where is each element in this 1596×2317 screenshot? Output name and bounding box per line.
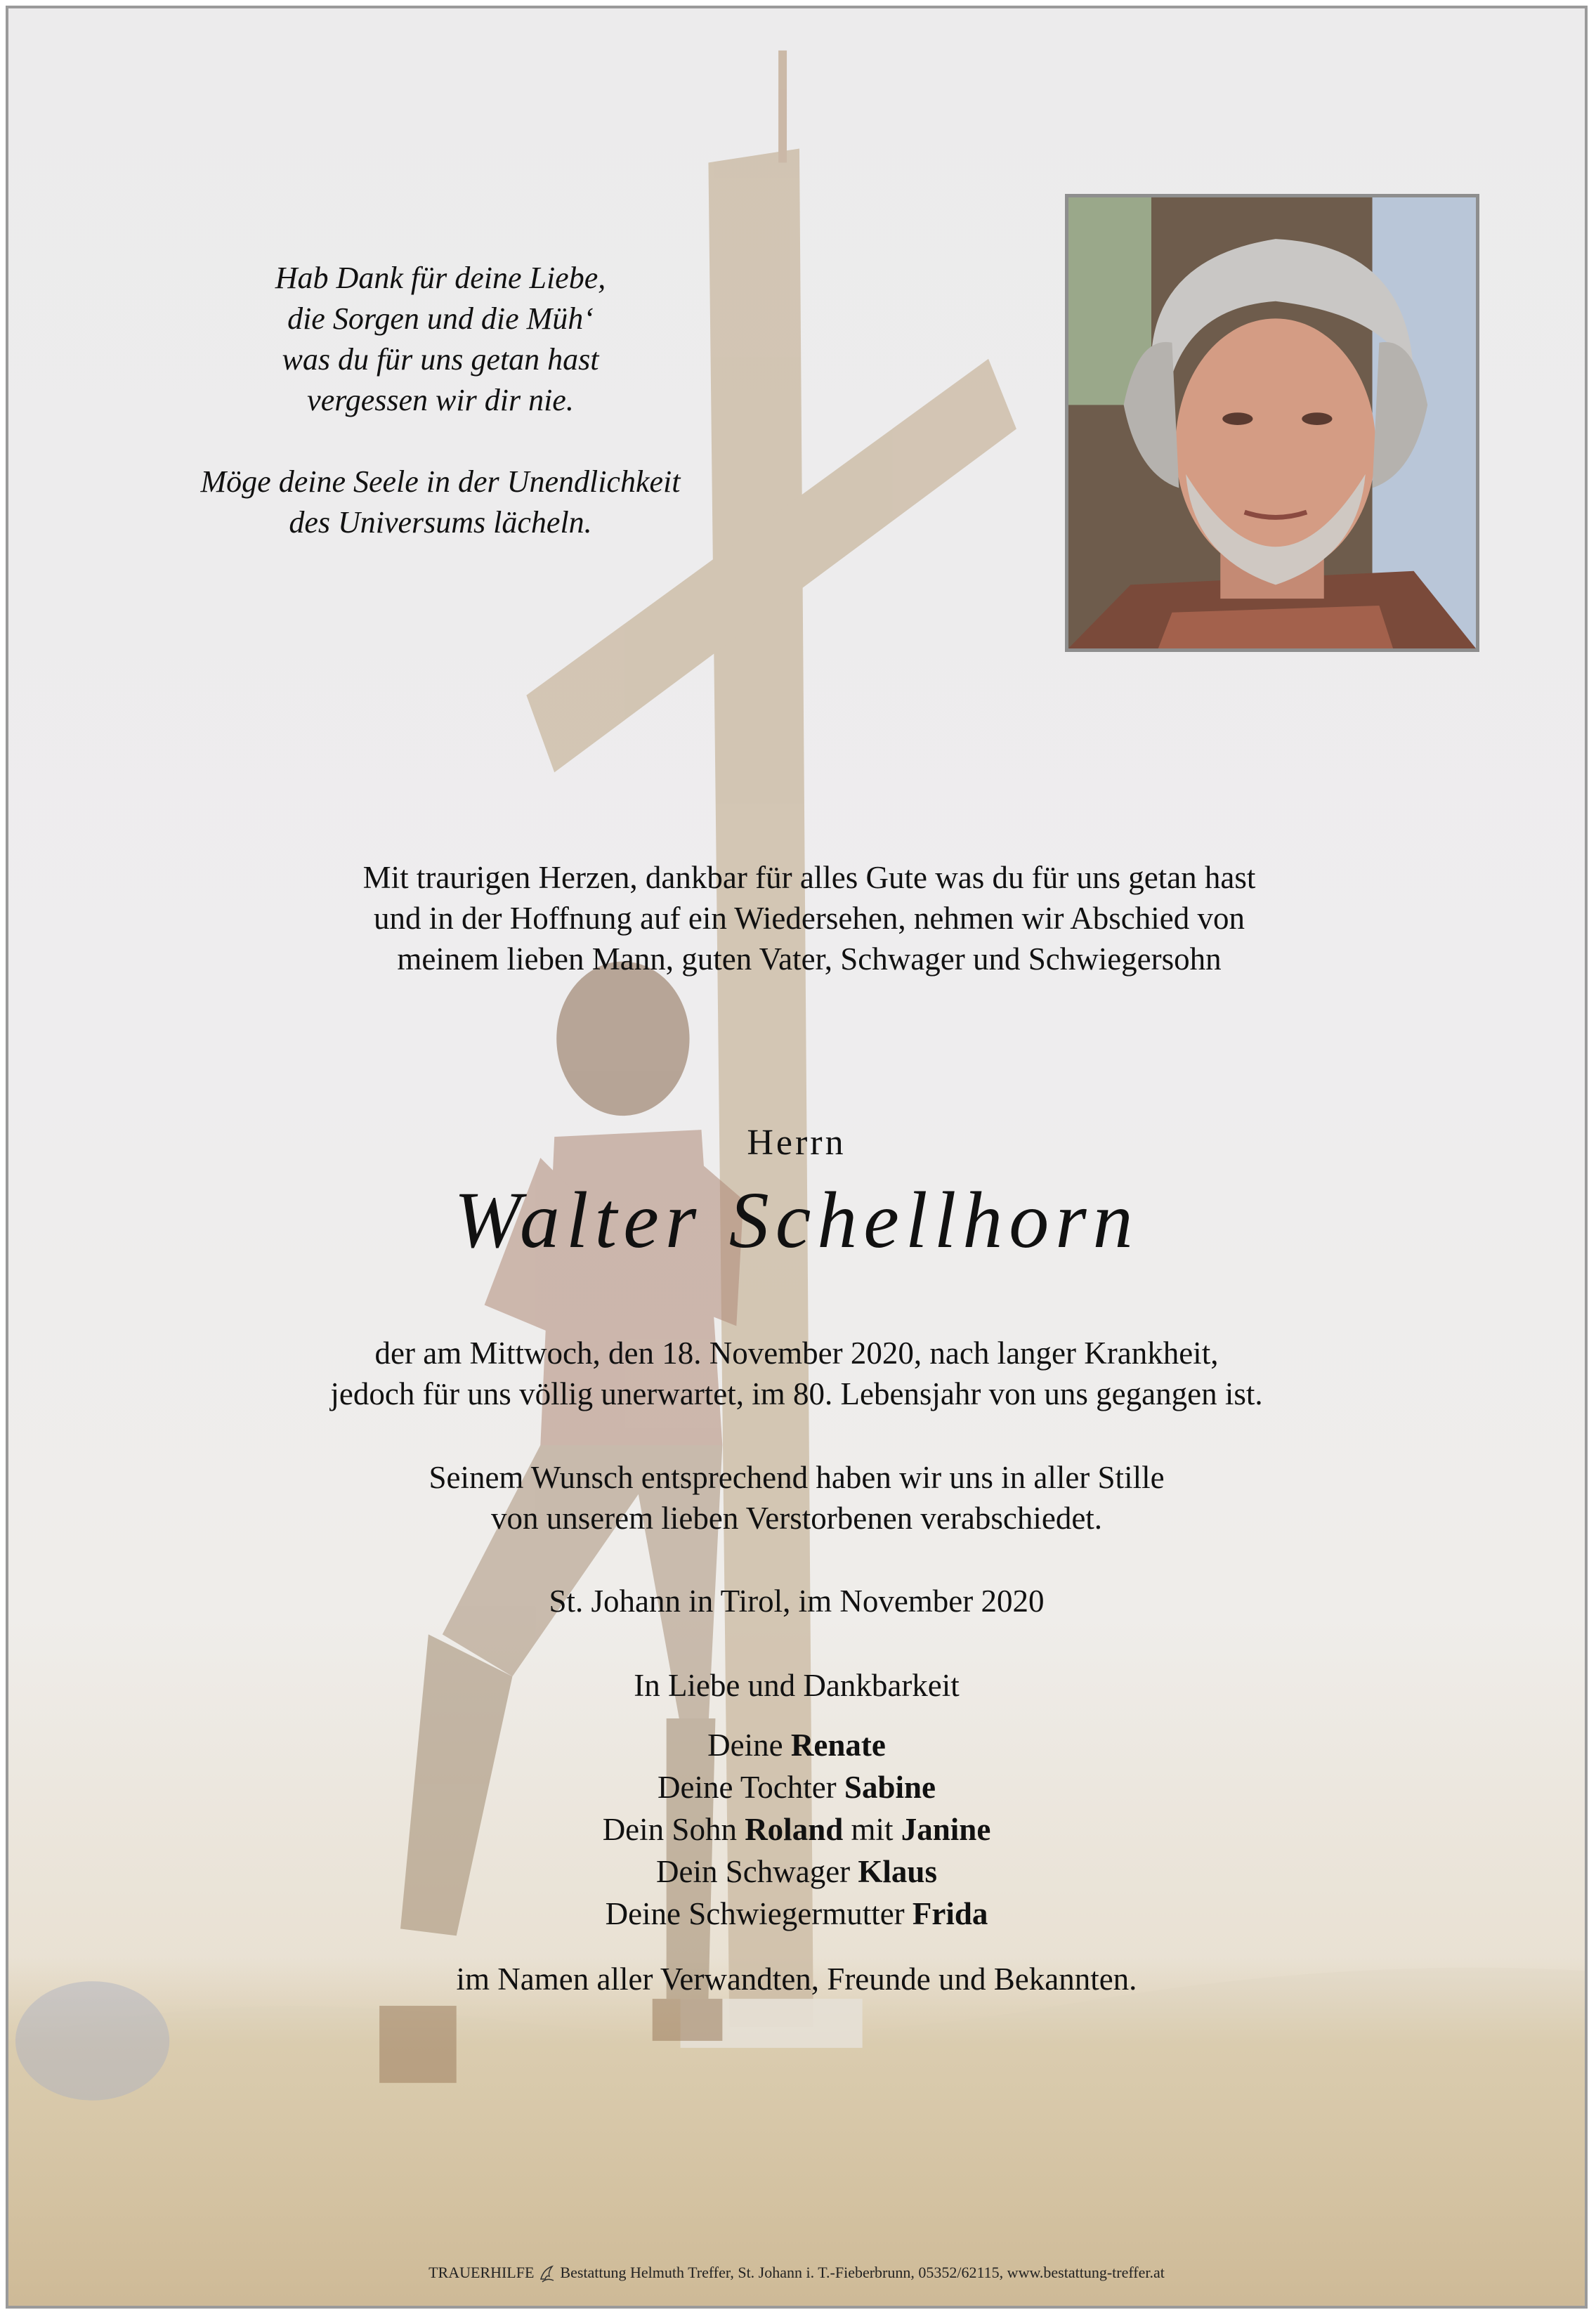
mourner-entry [8,1808,1585,1851]
footer-text: Bestattung Helmuth Treffer, St. Johann i. T.-Fieberbrunn, 05352/62115, www.bestattung-treffer.at [560,2264,1165,2281]
poem-line: die Sorgen und die Müh‘ [287,301,594,336]
death-line: jedoch für uns völlig unerwartet, im 80. Lebensjahr von uns gegangen ist. [330,1376,1263,1411]
salutation: Herrn [747,1123,846,1163]
farewell-text [8,1457,1585,1539]
closing-phrase: In Liebe und Dankbarkeit [634,1668,960,1703]
mourner-entry [8,1766,1585,1808]
mourner-name: Sabine [844,1770,936,1805]
intro-line: meinem lieben Mann, guten Vater, Schwager und Schwiegersohn [397,941,1222,977]
mourner-name: Roland [745,1812,844,1847]
poem-line: des Universums lächeln. [289,505,592,540]
mourner-name: Klaus [858,1854,937,1889]
farewell-line: von unserem lieben Verstorbenen verabschiedet. [490,1501,1103,1536]
intro-text [135,857,1484,979]
funeral-home-footer [8,2262,1585,2285]
poem-line: vergessen wir dir nie. [307,383,574,417]
poem-line: was du für uns getan hast [282,342,599,377]
mourner-entry [8,1851,1585,1893]
mourner-entry [8,1724,1585,1766]
portrait-photo [1065,194,1479,652]
intro-line: Mit traurigen Herzen, dankbar für alles Gute was du für uns getan hast [362,860,1256,895]
poem-line: Möge deine Seele in der Unendlichkeit [200,464,681,499]
death-notice [8,1333,1585,1414]
obituary-card [6,6,1588,2309]
farewell-line: Seinem Wunsch entsprechend haben wir uns in aller Stille [429,1460,1165,1495]
poem-line: Hab Dank für deine Liebe, [275,261,606,295]
place-date: St. Johann in Tirol, im November 2020 [549,1584,1045,1619]
deceased-name: Walter Schellhorn [454,1175,1139,1265]
memorial-poem [114,258,767,543]
footer-brand: TRAUERHILFE [429,2264,535,2281]
mourners-list [8,1724,1585,1935]
mourner-name: Frida [912,1896,988,1931]
relatives-line: im Namen aller Verwandten, Freunde und Bekannten. [456,1962,1137,1997]
death-line: der am Mittwoch, den 18. November 2020, nach langer Krankheit, [374,1336,1219,1371]
mourner-relation: Deine [707,1728,783,1763]
mourner-connector: mit [851,1812,894,1847]
dove-logo-icon [538,2264,556,2285]
mourner-relation: Dein Sohn [602,1812,737,1847]
mourner-partner-name: Janine [901,1812,991,1847]
mourner-relation: Dein Schwager [656,1854,851,1889]
mourner-name: Renate [790,1728,886,1763]
mourner-entry [8,1893,1585,1935]
mourner-relation: Deine Schwiegermutter [605,1896,905,1931]
mourner-relation: Deine Tochter [658,1770,837,1805]
intro-line: und in der Hoffnung auf ein Wiedersehen, nehmen wir Abschied von [374,901,1245,936]
